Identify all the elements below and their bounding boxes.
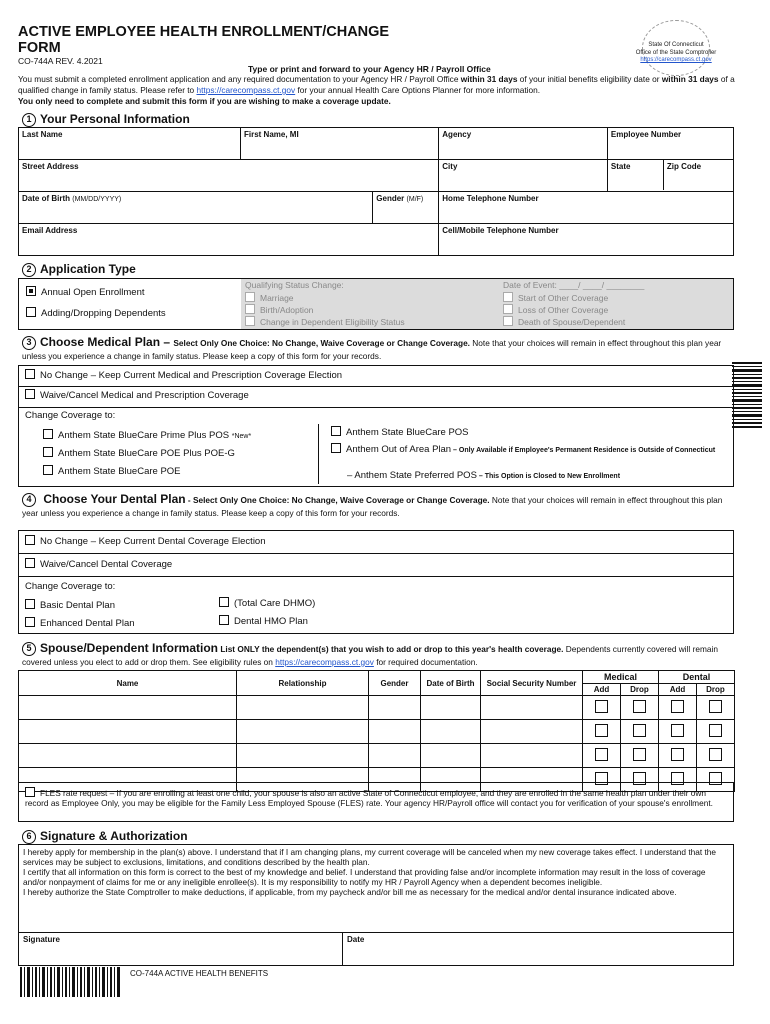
- medical-waive-option[interactable]: Waive/Cancel Medical and Prescription Coverage: [18, 386, 734, 408]
- dep-name-cell[interactable]: [19, 720, 237, 744]
- dep-ssn-cell[interactable]: [481, 720, 583, 744]
- medical-drop-checkbox[interactable]: [633, 748, 646, 761]
- dep-gender-cell[interactable]: [369, 696, 421, 720]
- annual-enrollment-option[interactable]: Annual Open Enrollment: [26, 286, 145, 298]
- first-name-field[interactable]: First Name, MI: [241, 128, 439, 160]
- medical-add-checkbox[interactable]: [595, 724, 608, 737]
- qualifying-status-panel: Qualifying Status Change: Marriage Birth/Adoption Change in Dependent Eligibility Status Date of Event: ____/ ____/ ________ Start of Other Coverage Loss of Other Coverage Death of Spouse/Dependent: [241, 279, 733, 329]
- medical-change-box: Change Coverage to: Anthem State BlueCare Prime Plus POS *New* Anthem State BlueCare POE Plus POE-G Anthem State BlueCare POE Anthem State BlueCare POS Anthem Out of Area Plan – Only Available if Employee's Permanent Residence is Outside of Connecticut – Anthem State Preferred POS – This Option is Closed to New Enrollment: [18, 407, 734, 487]
- date-field[interactable]: Date: [347, 935, 365, 944]
- dep-gender-cell[interactable]: [369, 720, 421, 744]
- dental-add-checkbox[interactable]: [671, 724, 684, 737]
- personal-info-table: [18, 127, 734, 256]
- seal-link[interactable]: https://carecompass.ct.gov: [640, 57, 712, 63]
- col-name: Name: [19, 671, 237, 696]
- eligibility-change-checkbox[interactable]: [245, 316, 255, 326]
- dhmo-option[interactable]: (Total Care DHMO): [219, 597, 315, 609]
- col-medical: Medical: [583, 671, 659, 684]
- out-of-area-checkbox[interactable]: [331, 443, 341, 453]
- application-type-box: [18, 278, 734, 330]
- form-number: CO-744A REV. 4.2021: [18, 56, 103, 66]
- dep-dob-cell[interactable]: [421, 720, 481, 744]
- intro-note: You only need to complete and submit this form if you are wishing to make a coverage update.: [18, 96, 391, 106]
- eligibility-link[interactable]: https://carecompass.ct.gov: [275, 657, 374, 667]
- enhanced-dental-checkbox[interactable]: [25, 617, 35, 627]
- email-field[interactable]: Email Address: [19, 224, 439, 256]
- pos-option[interactable]: Anthem State BlueCare POS: [331, 426, 469, 438]
- poe-plus-option[interactable]: Anthem State BlueCare POE Plus POE-G: [43, 447, 235, 459]
- signature-box: [18, 844, 734, 966]
- preferred-pos-option: – Anthem State Preferred POS – This Option is Closed to New Enrollment: [347, 470, 621, 481]
- dental-waive-checkbox[interactable]: [25, 558, 35, 568]
- dental-no-change-option[interactable]: No Change – Keep Current Dental Coverage Election: [19, 531, 733, 554]
- dep-dob-cell[interactable]: [421, 744, 481, 768]
- authorization-p3: I hereby authorize the State Comptroller to make deductions, if applicable, from my paycheck and/or bill me as necessary for the medical and/or dental insurance indicated above.: [23, 887, 677, 897]
- dental-no-change-checkbox[interactable]: [25, 535, 35, 545]
- medical-no-change-option[interactable]: No Change – Keep Current Medical and Prescription Coverage Election: [18, 365, 734, 387]
- dep-gender-cell[interactable]: [369, 744, 421, 768]
- dep-relationship-cell[interactable]: [237, 696, 369, 720]
- dental-drop-checkbox[interactable]: [709, 700, 722, 713]
- last-name-field[interactable]: Last Name: [19, 128, 241, 160]
- footer-text: CO-744A ACTIVE HEALTH BENEFITS: [130, 969, 269, 978]
- section-6-heading: 6 Signature & Authorization: [22, 829, 188, 844]
- type-print-instruction: Type or print and forward to your Agency HR / Payroll Office: [248, 64, 491, 74]
- home-phone-field[interactable]: Home Telephone Number: [439, 192, 734, 224]
- col-ssn: Social Security Number: [481, 671, 583, 696]
- section-3-heading: 3 Choose Medical Plan – Select Only One Choice: No Change, Waive Coverage or Change Coverage. Note that your choices will remain in effect throughout this plan year unless you experience a change in family status. Please keep a copy of this form for your records.: [22, 335, 722, 361]
- authorization-p2: I certify that all information on this form is correct to the best of my knowledge and belief. I understand that providing false and/or incomplete information may result in the loss of coverage and/or nonpayment of claims for me or any ineligible enrollee(s). It is my responsibility to notify my HR / Payroll Agency when a dependent becomes ineligible.: [23, 867, 706, 887]
- dependent-table: Name Relationship Gender Date of Birth Social Security Number Medical Dental Add Drop Add Drop: [18, 670, 735, 792]
- form-title: ACTIVE EMPLOYEE HEALTH ENROLLMENT/CHANGE FORM: [18, 24, 390, 56]
- medical-drop-checkbox[interactable]: [633, 700, 646, 713]
- dep-ssn-cell[interactable]: [481, 696, 583, 720]
- col-relationship: Relationship: [237, 671, 369, 696]
- basic-dental-option[interactable]: Basic Dental Plan: [25, 599, 115, 611]
- medical-drop-checkbox[interactable]: [633, 724, 646, 737]
- date-of-event[interactable]: Date of Event: ____/ ____/ ________: [503, 280, 645, 290]
- dental-add-checkbox[interactable]: [671, 748, 684, 761]
- dob-field[interactable]: Date of Birth (MM/DD/YYYY): [19, 192, 373, 224]
- dep-relationship-cell[interactable]: [237, 720, 369, 744]
- col-dob: Date of Birth: [421, 671, 481, 696]
- basic-dental-checkbox[interactable]: [25, 599, 35, 609]
- footer-barcode-icon: [20, 967, 120, 997]
- out-of-area-option[interactable]: Anthem Out of Area Plan – Only Available if Employee's Permanent Residence is Outside of Connecticut: [331, 443, 727, 456]
- dental-hmo-checkbox[interactable]: [219, 615, 229, 625]
- dental-drop-checkbox[interactable]: [709, 748, 722, 761]
- dependent-row: [19, 696, 735, 720]
- enhanced-dental-option[interactable]: Enhanced Dental Plan: [25, 617, 135, 629]
- agency-field[interactable]: Agency: [439, 128, 608, 160]
- dhmo-checkbox[interactable]: [219, 597, 229, 607]
- dental-waive-option[interactable]: Waive/Cancel Dental Coverage: [19, 554, 733, 577]
- birth-adoption-checkbox[interactable]: [245, 304, 255, 314]
- state-field[interactable]: State: [608, 160, 664, 190]
- medical-add-checkbox[interactable]: [595, 700, 608, 713]
- dep-name-cell[interactable]: [19, 744, 237, 768]
- poe-plus-checkbox[interactable]: [43, 447, 53, 457]
- street-field[interactable]: Street Address: [19, 160, 439, 192]
- dependent-row: [19, 720, 735, 744]
- fles-request-box: FLES rate request – If you are enrolling at least one child, your spouse is also an active State of Connecticut employee, and they are enrolled in the same health plan under their own record as Employee Only, you may be eligible for the Family Less Employed Spouse (FLES) rate. Your agency HR/Payroll office will contact you for verification of your spouse's enrollment.: [18, 782, 734, 822]
- loss-coverage-checkbox[interactable]: [503, 304, 513, 314]
- death-checkbox[interactable]: [503, 316, 513, 326]
- section-1-heading: 1 Your Personal Information: [22, 112, 190, 127]
- right-barcode-icon: [732, 360, 762, 430]
- gender-field[interactable]: Gender (M/F): [373, 192, 439, 224]
- dep-relationship-cell[interactable]: [237, 744, 369, 768]
- employee-number-field[interactable]: Employee Number: [607, 128, 733, 160]
- prime-plus-pos-checkbox[interactable]: [43, 429, 53, 439]
- dental-plan-box: No Change – Keep Current Dental Coverage Election Waive/Cancel Dental Coverage Change Coverage to: Basic Dental Plan Enhanced Dental Plan (Total Care DHMO) Dental HMO Plan: [18, 530, 734, 634]
- dependent-row: [19, 744, 735, 768]
- medical-no-change-checkbox[interactable]: [25, 369, 35, 379]
- cell-phone-field[interactable]: Cell/Mobile Telephone Number: [439, 224, 734, 256]
- signature-field[interactable]: Signature: [19, 933, 343, 966]
- marriage-checkbox[interactable]: [245, 292, 255, 302]
- col-dental: Dental: [659, 671, 735, 684]
- seal-text: State Of Connecticut Office of the State Comptroller https://carecompass.ct.gov: [626, 42, 726, 65]
- poe-option[interactable]: Anthem State BlueCare POE: [43, 465, 181, 477]
- carecompass-link[interactable]: https://carecompass.ct.gov: [196, 85, 296, 95]
- adding-dependents-checkbox[interactable]: [26, 307, 36, 317]
- col-gender: Gender: [369, 671, 421, 696]
- prime-plus-pos-option[interactable]: Anthem State BlueCare Prime Plus POS *New*: [43, 429, 251, 441]
- pos-checkbox[interactable]: [331, 426, 341, 436]
- authorization-p1: I hereby apply for membership in the plan(s) above. I understand that if I am changing plans, my current coverage will be canceled when my new coverage takes effect. I understand that the services may be subject to exclusions, limitations, and conditions described by the health plan.: [23, 847, 717, 867]
- dental-drop-checkbox[interactable]: [709, 724, 722, 737]
- adding-dependents-option[interactable]: Adding/Dropping Dependents: [26, 307, 166, 319]
- medical-plan-box: [18, 365, 734, 487]
- start-coverage-checkbox[interactable]: [503, 292, 513, 302]
- intro-paragraph: You must submit a completed enrollment application and any required documentation to your Agency HR / Payroll Office within 31 days of your initial benefits eligibility date or within 31 days of a qualified change in family status. Please refer to https://carecompass.ct.gov for your annual Health Care Options Planner for more information. You only need to complete and submit this form if you are wishing to make a coverage update.: [18, 74, 735, 106]
- section-5-heading: 5 Spouse/Dependent Information List ONLY the dependent(s) that you wish to add or drop to this year's health coverage. Dependents currently covered will remain covered unless you elect to add or drop them. See eligibility rules on https://carecompass.ct.gov for required documentation.: [22, 641, 718, 667]
- dep-dob-cell[interactable]: [421, 696, 481, 720]
- zip-field[interactable]: Zip Code: [666, 162, 702, 171]
- dental-hmo-option[interactable]: Dental HMO Plan: [219, 615, 308, 627]
- dep-name-cell[interactable]: [19, 696, 237, 720]
- section-4-heading: 4 Choose Your Dental Plan - Select Only One Choice: No Change, Waive Coverage or Change Coverage. Note that your choices will remain in effect throughout this plan year unless you experience a change in family status. Please keep a copy of this form for your records.: [22, 492, 723, 518]
- annual-enrollment-checkbox[interactable]: [26, 286, 36, 296]
- medical-waive-checkbox[interactable]: [25, 389, 35, 399]
- dental-add-checkbox[interactable]: [671, 700, 684, 713]
- medical-add-checkbox[interactable]: [595, 748, 608, 761]
- fles-checkbox[interactable]: [25, 787, 35, 797]
- poe-checkbox[interactable]: [43, 465, 53, 475]
- city-field[interactable]: City: [439, 160, 608, 192]
- dep-ssn-cell[interactable]: [481, 744, 583, 768]
- section-2-heading: 2 Application Type: [22, 262, 136, 277]
